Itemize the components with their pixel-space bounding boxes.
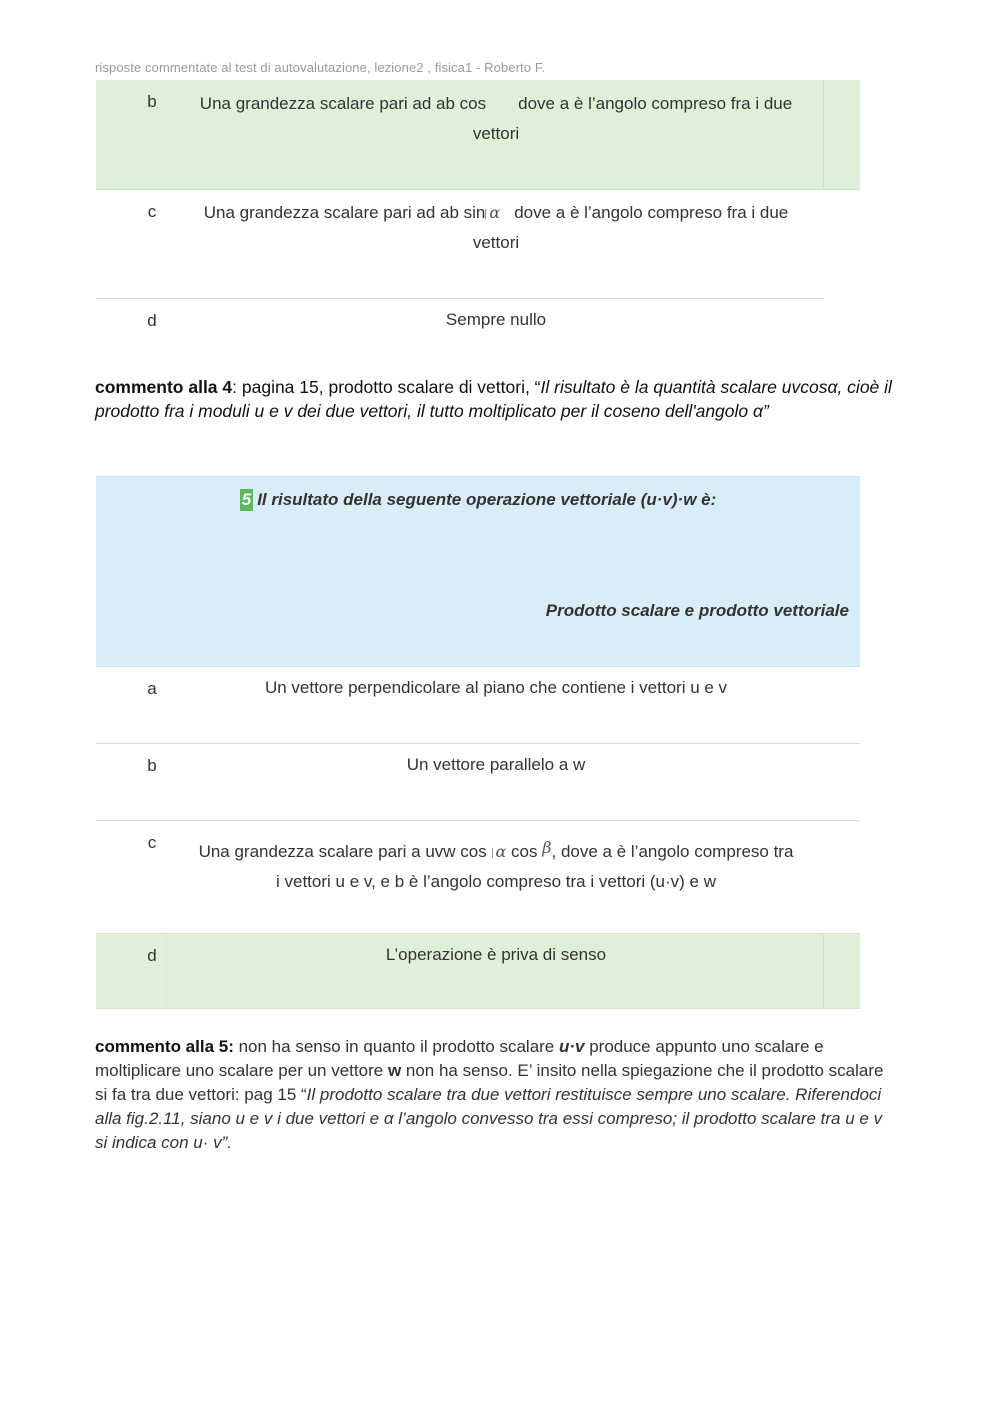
comment-text: : pagina 15, prodotto scalare di vettori, “ [232, 377, 541, 397]
comment-text: produce appunto uno scalare e moltiplicare uno scalare per un vettore [95, 1037, 824, 1080]
answer-text [176, 89, 816, 149]
answer-text [176, 198, 816, 258]
question-number-badge: 5 [241, 490, 252, 509]
question-topic: Prodotto scalare e prodotto vettoriale [545, 601, 849, 620]
answer-letter: d [147, 311, 157, 330]
beta-symbol-icon: β [542, 838, 552, 857]
comment-quote: Il risultato è la quantità scalare uvcosα, cioè il prodotto fra i moduli u e v dei due vettori, il tutto moltiplicato per il coseno dell'angolo α” [95, 377, 892, 421]
comment-w: w [387, 1061, 402, 1080]
answer-line1-pre: Una grandezza scalare pari ad ab sin [203, 203, 486, 222]
answer-line1-pre: Una grandezza scalare pari a uvw cos [198, 842, 487, 861]
alpha-symbol-icon: α [485, 198, 500, 228]
answer-text: Un vettore parallelo a w [406, 755, 586, 774]
page-header: risposte commentate al test di autovalutazione, lezione2 , fisica1 - Roberto F. [95, 60, 546, 75]
answer-line2: vettori [472, 124, 520, 143]
answer-line2: i vettori u e v, e b è l’angolo compreso tra i vettori (u·v) e w [276, 872, 716, 891]
answer-letter: d [147, 946, 157, 965]
q4-answer-c-row [96, 190, 860, 299]
answer-line2: vettori [472, 233, 520, 252]
alpha-symbol-icon: α [492, 837, 507, 867]
answer-text: L’operazione è priva di senso [385, 945, 607, 964]
comment-text: non ha senso in quanto il prodotto scalare [233, 1037, 559, 1056]
answer-text [156, 833, 836, 897]
q5-answer-a-row [96, 667, 860, 743]
question-label: Il risultato della seguente operazione vettoriale (u·v)·w è: [257, 490, 717, 509]
row-band [823, 80, 860, 189]
answer-letter: b [147, 756, 157, 775]
row-band [823, 934, 860, 1008]
q4-answer-b-row [96, 80, 860, 190]
row-band [166, 934, 167, 1008]
answer-line1-pre: Una grandezza scalare pari ad ab cos [199, 94, 487, 113]
q5-answer-d-row [96, 933, 860, 1009]
comment-4 [95, 375, 895, 423]
question-text [96, 489, 860, 511]
q5-question-box [96, 476, 860, 667]
q5-answer-b-row [96, 744, 860, 820]
answer-line1-post: dove a è l’angolo compreso fra i due [514, 203, 789, 222]
comment-label: commento alla 4 [95, 377, 233, 397]
q4-answer-d-row [96, 299, 860, 349]
comment-5 [95, 1035, 885, 1155]
answer-text: Un vettore perpendicolare al piano che contiene i vettori u e v [264, 678, 728, 697]
comment-text: non ha senso. E’ insito nella spiegazione che il prodotto scalare si fa tra due vettori: pag 15 “ [95, 1061, 884, 1104]
answer-text: Sempre nullo [445, 310, 547, 329]
comment-uv: u·v [558, 1037, 585, 1056]
answer-line1-post: dove a è l’angolo compreso fra i due [518, 94, 793, 113]
comment-label: commento alla 5: [95, 1037, 234, 1056]
answer-letter: a [147, 679, 157, 698]
answer-line1-post: , dove a è l’angolo compreso tra [551, 842, 794, 861]
answer-letter: b [147, 92, 157, 111]
answer-cos: cos [511, 842, 538, 861]
answer-letter: c [147, 833, 157, 852]
answer-letter: c [147, 202, 157, 221]
q5-answer-c-row [96, 821, 860, 933]
comment-quote: Il prodotto scalare tra due vettori restituisce sempre uno scalare. Riferendoci alla fig.2.11, siano u e v i due vettori e α l’angolo convesso tra essi compreso; il prodotto scalare tra u e v si indica con u· v”. [95, 1085, 883, 1152]
